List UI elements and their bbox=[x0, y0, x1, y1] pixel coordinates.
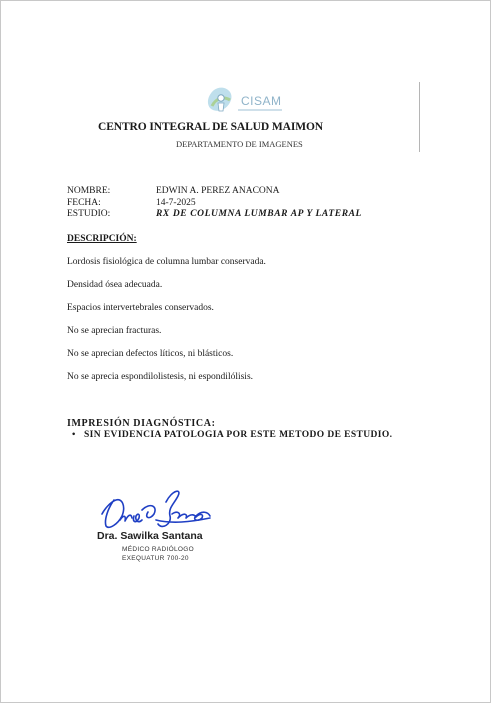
signer-title: MÉDICO RADIÓLOGO bbox=[122, 546, 194, 553]
handwritten-signature bbox=[98, 480, 218, 535]
margin-rule bbox=[419, 82, 420, 152]
logo-emblem-icon bbox=[204, 86, 240, 116]
signer-exequatur: EXEQUATUR 700-20 bbox=[122, 555, 189, 562]
cisam-logo bbox=[204, 86, 282, 116]
logo-wordmark: CISAM bbox=[241, 94, 282, 108]
finding-item: No se aprecia espondilolistesis, ni espondilólisis. bbox=[67, 372, 254, 382]
impression-heading: IMPRESIÓN DIAGNÓSTICA: bbox=[67, 418, 216, 429]
bullet-icon: • bbox=[72, 430, 76, 440]
finding-item: Densidad ósea adecuada. bbox=[67, 280, 163, 290]
impression-list-item bbox=[72, 430, 393, 440]
name-value: EDWIN A. PEREZ ANACONA bbox=[156, 186, 280, 196]
finding-item: No se aprecian defectos líticos, ni blásticos. bbox=[67, 349, 234, 359]
finding-item: No se aprecian fracturas. bbox=[67, 326, 162, 336]
center-title: CENTRO INTEGRAL DE SALUD MAIMON bbox=[98, 121, 324, 133]
date-label: FECHA: bbox=[67, 198, 101, 208]
finding-item: Lordosis fisiológica de columna lumbar conservada. bbox=[67, 257, 266, 267]
date-value: 14-7-2025 bbox=[156, 198, 196, 208]
description-heading: DESCRIPCIÓN: bbox=[67, 234, 137, 244]
study-label: ESTUDIO: bbox=[67, 209, 111, 219]
finding-item: Espacios intervertebrales conservados. bbox=[67, 303, 214, 313]
signer-name: Dra. Sawilka Santana bbox=[97, 530, 203, 542]
department-name: DEPARTAMENTO DE IMAGENES bbox=[176, 139, 303, 149]
name-label: NOMBRE: bbox=[67, 186, 111, 196]
study-value: RX DE COLUMNA LUMBAR AP Y LATERAL bbox=[156, 209, 362, 219]
impression-text: SIN EVIDENCIA PATOLOGIA POR ESTE METODO DE ESTUDIO. bbox=[84, 430, 393, 440]
logo-underline bbox=[238, 109, 282, 111]
